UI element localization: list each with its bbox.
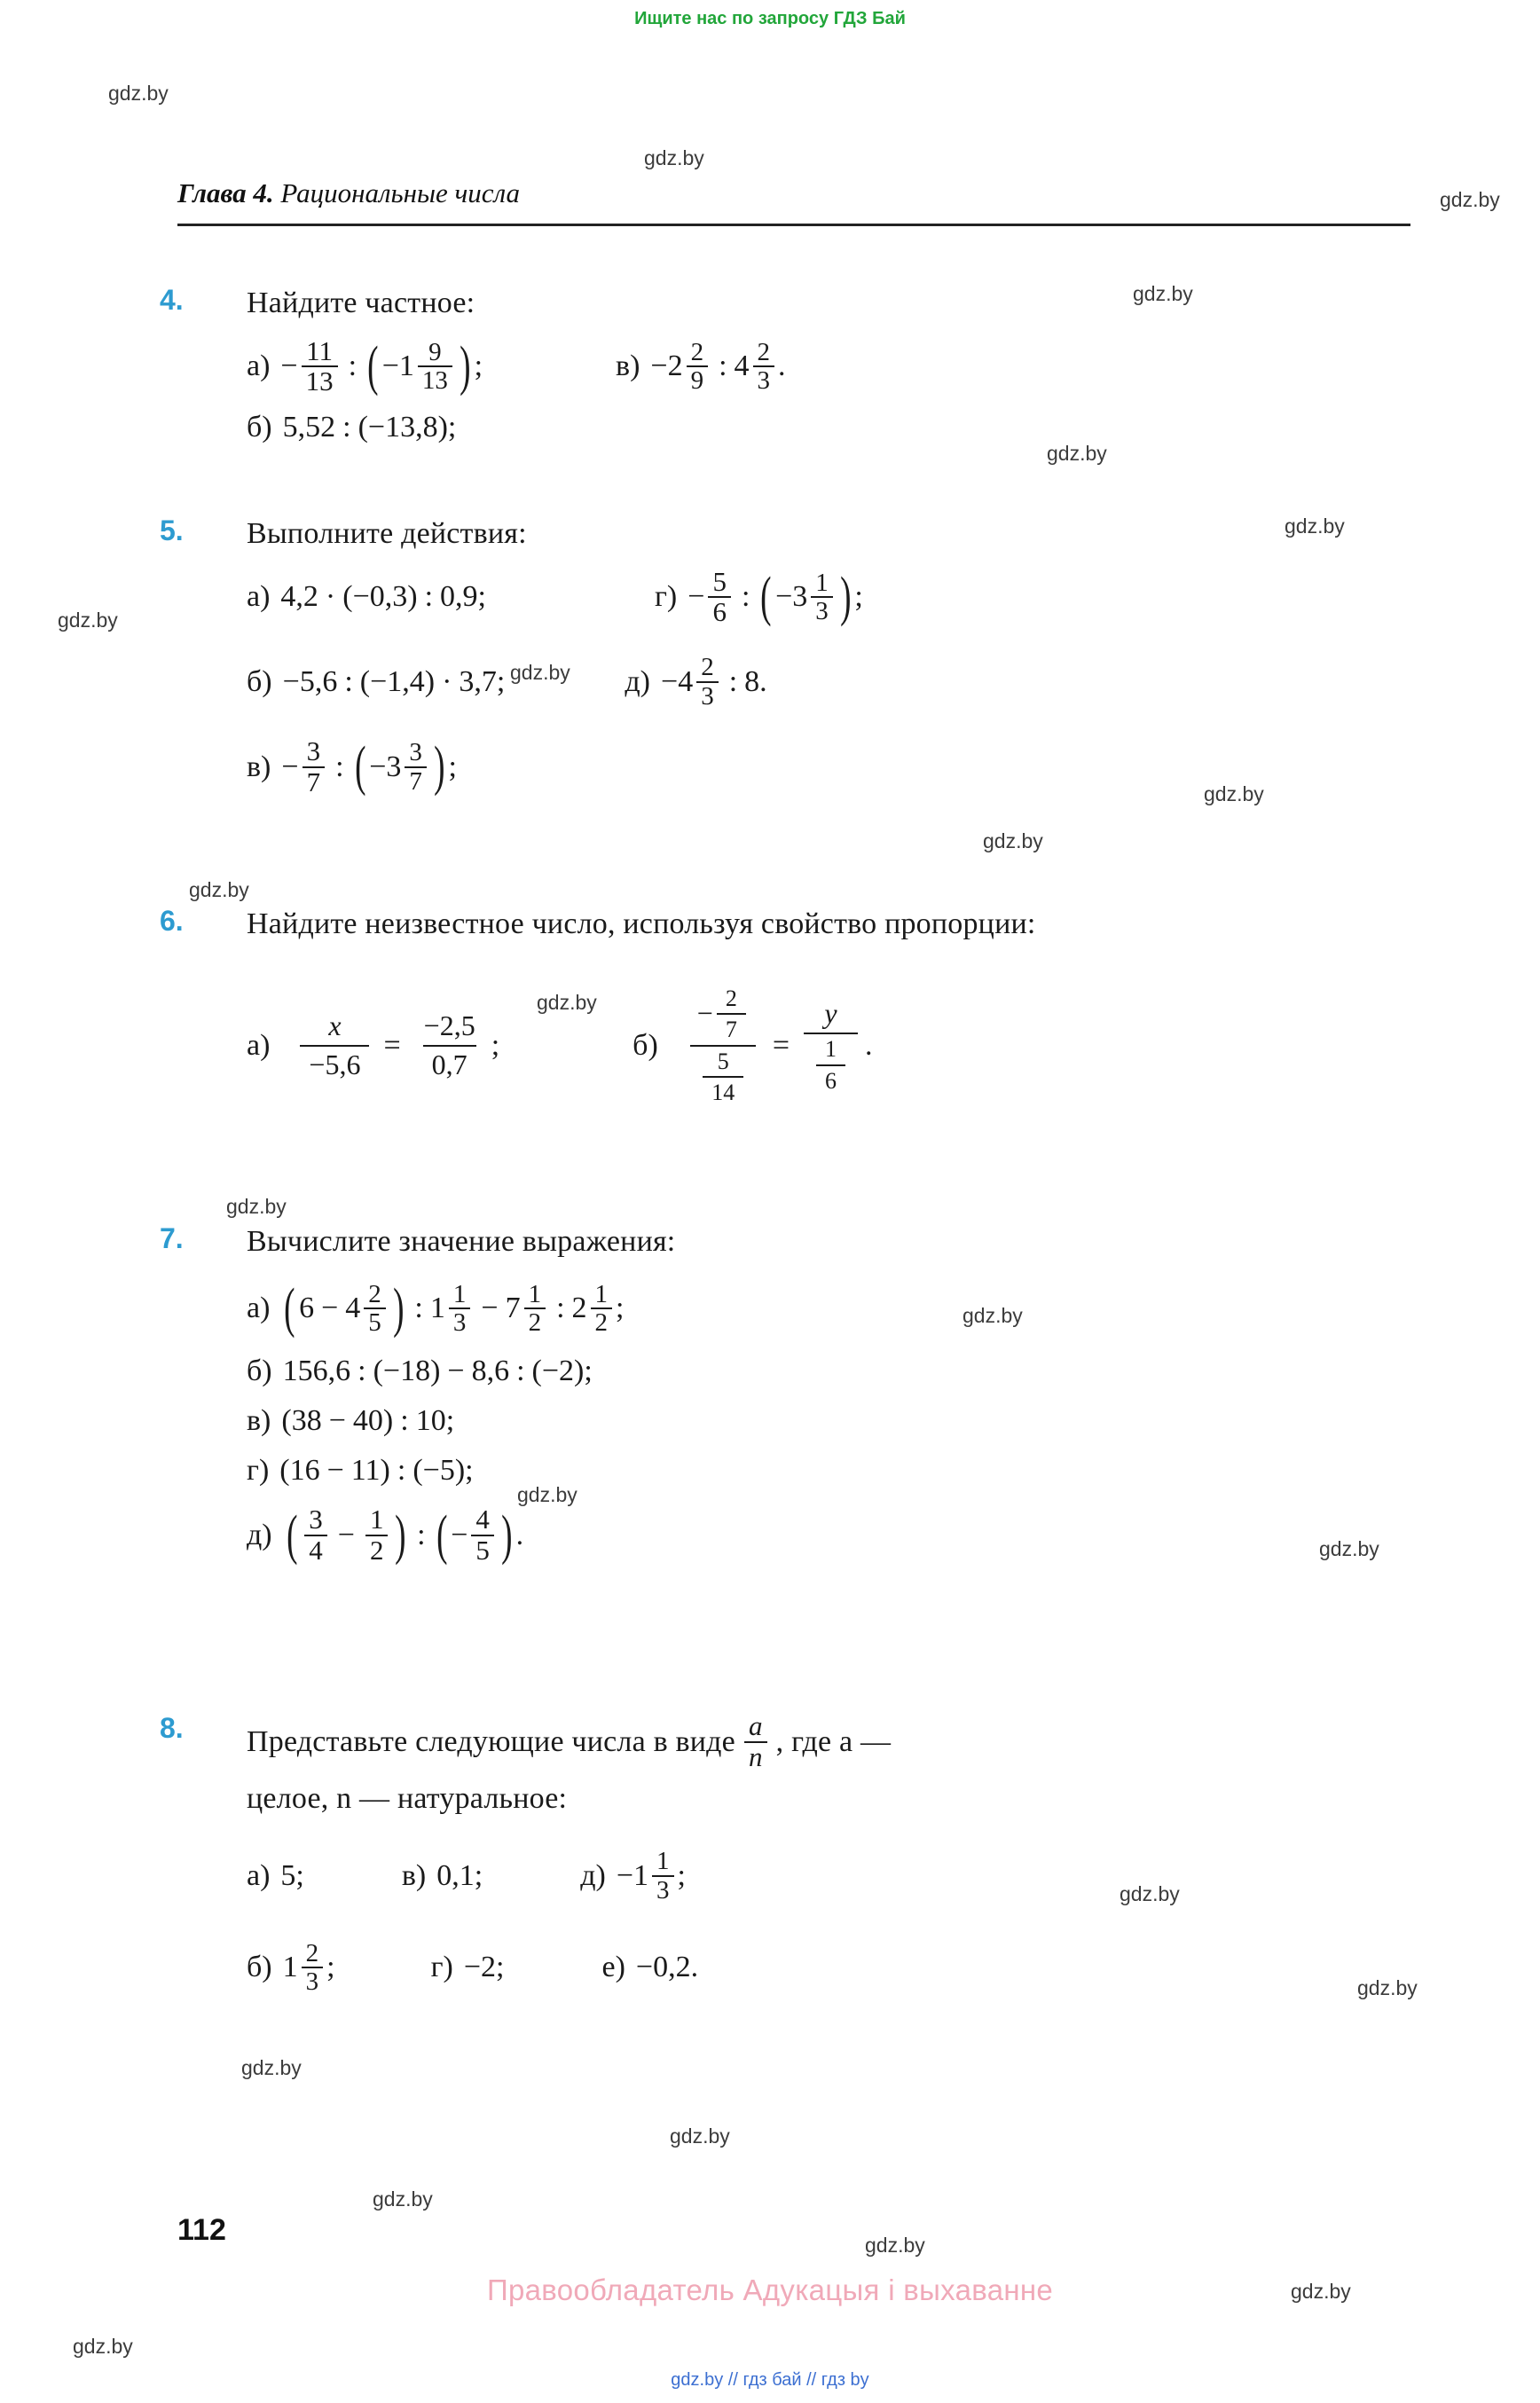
item-label: а) [247, 1028, 271, 1062]
item-value: −2; [463, 1951, 505, 1984]
watermark: gdz.by [373, 2187, 433, 2211]
item-label: в) [247, 1403, 271, 1437]
item-g [431, 1951, 505, 1984]
item-label: б) [247, 1354, 272, 1387]
fraction: $\frac{x}{-5,6}$ [300, 1010, 369, 1081]
exercise-items-row [247, 565, 1419, 628]
fraction: $\frac{2}{3}$ [696, 654, 719, 710]
exercise-stem: Вычислите значение выражения: [247, 1225, 676, 1258]
watermark: gdz.by [1120, 1882, 1180, 1905]
exercise-4 [160, 284, 1419, 444]
exercise-items-row [247, 986, 1419, 1105]
exercise-items-row [247, 334, 1419, 397]
watermark: gdz.by [644, 146, 704, 169]
watermark: gdz.by [108, 82, 169, 105]
item-v: в) ( 38 − 40 ) : 10 ; [247, 1403, 455, 1437]
watermark: gdz.by [1357, 1976, 1418, 1999]
exercise-stem: Найдите частное: [247, 287, 475, 319]
watermark: gdz.by [1319, 1537, 1379, 1560]
exercise-items-row-2 [247, 411, 1419, 444]
item-label: г) [430, 1951, 453, 1984]
exercise-7 [160, 1222, 1419, 1566]
exercise-stem-line2: целое, n — натуральное: [247, 1781, 568, 1815]
item-value: −0,2. [635, 1951, 699, 1984]
watermark: gdz.by [73, 2335, 133, 2358]
exercise-number: 7. [160, 1222, 184, 1254]
page-number: 112 [177, 2213, 226, 2247]
exercise-number: 8. [160, 1712, 184, 1744]
exercise-stem: Найдите неизвестное число, используя свойство пропорции: [247, 907, 1036, 940]
exercise-items-row-5 [247, 1505, 1419, 1566]
fraction: $\frac{1}{3}$ [449, 1281, 471, 1337]
parenthesized-expression: ( − 3 $\frac{3}{7}$ ) [354, 736, 445, 797]
parenthesized-expression: ( − 3 $\frac{1}{3}$ ) [760, 567, 852, 628]
exercise-items-row-2 [247, 654, 1419, 710]
watermark: gdz.by [241, 2056, 302, 2079]
exercise-items-row-3 [247, 734, 1419, 797]
exercise-items-row [247, 1277, 1419, 1339]
watermark: gdz.by [510, 661, 570, 684]
fraction: $\frac{4}{5}$ [471, 1505, 494, 1566]
exercise-stem: Выполните действия: [247, 517, 527, 550]
fraction: $\frac{11}{13}$ [302, 337, 338, 397]
item-label: б) [247, 1951, 272, 1984]
item-v: в) − 2 $\frac{2}{9}$ : 4 $\frac{2}{3}$ . [616, 337, 786, 396]
chapter-header [177, 177, 1410, 209]
complex-fraction: $\frac{y}{\frac{1}{6}}$ [804, 998, 858, 1093]
item-v: в) − $\frac{3}{7}$ : ( − 3 $\frac{3}{7}$ ) ; [247, 734, 457, 797]
watermark: gdz.by [962, 1304, 1023, 1327]
fraction: $\frac{3}{7}$ [302, 737, 326, 797]
exercise-items-row-2 [247, 1940, 1419, 1996]
exercise-6 [160, 905, 1419, 1105]
item-b: б) − 5,6 : (− 1,4 ) · 3,7 ; [247, 664, 506, 698]
watermark: gdz.by [537, 991, 597, 1014]
watermark: gdz.by [1204, 782, 1264, 805]
item-label: в) [247, 750, 271, 783]
fraction: $\frac{9}{13}$ [418, 339, 452, 395]
item-b: б) 1 $\frac{2}{3}$ ; [247, 1938, 335, 1997]
watermark: gdz.by [1285, 514, 1345, 538]
item-label: г) [654, 580, 678, 614]
item-label: а) [247, 349, 271, 383]
stem-part-2: , где a — [775, 1725, 892, 1759]
chapter-label: Глава 4. [177, 177, 274, 208]
parenthesized-expression: ( $\frac{3}{4}$ − $\frac{1}{2}$ ) [286, 1503, 406, 1566]
item-label: а) [247, 580, 271, 614]
fraction: $\frac{3}{7}$ [405, 739, 427, 795]
item-label: д) [580, 1858, 606, 1892]
item-label: б) [247, 664, 272, 698]
item-a: а) $\frac{x}{-5,6}$ = $\frac{-2,5}{0,7}$ ; [247, 1009, 500, 1080]
watermark: gdz.by [1440, 188, 1500, 211]
watermark: gdz.by [189, 878, 249, 901]
fraction: $\frac{1}{3}$ [811, 569, 833, 625]
exercise-number: 4. [160, 284, 184, 316]
fraction: $\frac{2}{9}$ [687, 339, 709, 395]
watermark: gdz.by [58, 609, 118, 632]
fraction: $\frac{1}{6}$ [816, 1037, 845, 1093]
watermark: gdz.by [670, 2124, 730, 2148]
complex-fraction: − $\frac{2}{7}$ $\frac{5}{14}$ [688, 986, 758, 1105]
fraction: $\frac{2}{3}$ [302, 1940, 324, 1996]
exercise-items-row [247, 1848, 1419, 1904]
copyright-notice: Правообладатель Адукацыя i выхаванне [486, 2273, 1054, 2306]
watermark: gdz.by [983, 829, 1043, 852]
item-g: г) − $\frac{5}{6}$ : ( − 3 $\frac{1}{3}$ ) ; [654, 565, 863, 628]
exercise-stem [247, 1712, 1419, 1772]
item-b: б) 5,52 : (− 13,8 ); [247, 411, 457, 444]
item-value: 5; [280, 1858, 304, 1892]
header-divider [177, 224, 1410, 226]
exercise-8 [160, 1712, 1419, 1996]
watermark: gdz.by [226, 1195, 287, 1218]
item-label: б) [632, 1028, 658, 1062]
item-v [402, 1859, 483, 1893]
fraction: $\frac{1}{2}$ [365, 1505, 389, 1566]
stem-part-1: Представьте следующие числа в виде [247, 1725, 735, 1759]
item-value: 0,1; [436, 1858, 483, 1892]
item-a [247, 1859, 304, 1893]
item-label: в) [401, 1858, 427, 1892]
item-label: д) [247, 1518, 272, 1551]
fraction: $\frac{1}{2}$ [591, 1281, 613, 1337]
fraction: $\frac{5}{6}$ [708, 568, 731, 628]
fraction: $\frac{1}{2}$ [524, 1281, 546, 1337]
watermark: gdz.by [517, 1483, 578, 1506]
item-label: б) [247, 411, 272, 444]
item-b: б) 156,6 : (− 18 ) − 8,6 : (− 2 ); [247, 1354, 593, 1387]
item-label: а) [247, 1292, 271, 1325]
fraction: $\frac{2}{3}$ [753, 339, 775, 395]
watermark: gdz.by [865, 2234, 925, 2257]
parenthesized-expression: ( 6 − 4 $\frac{2}{5}$ ) [284, 1277, 405, 1339]
watermark: gdz.by [1133, 282, 1193, 305]
exercise-5 [160, 514, 1419, 797]
item-label: г) [247, 1453, 270, 1487]
footer-links: gdz.by // гдз бай // гдз by [671, 2370, 869, 2390]
fraction-a-over-n: $\frac{a}{n}$ [744, 1712, 767, 1772]
item-a: а) − $\frac{11}{13}$ : ( − 1 $\frac{9}{13}$ ) ; [247, 334, 483, 397]
fraction: $\frac{-2,5}{0,7}$ [423, 1009, 475, 1080]
exercise-items-row-2 [247, 1355, 1419, 1388]
item-label: д) [625, 664, 650, 698]
item-b: б) − $\frac{2}{7}$ $\frac{5}{14}$ = $\frac{y}{\frac{1}{6}}$ . [632, 985, 873, 1106]
item-d: д) ( $\frac{3}{4}$ − $\frac{1}{2}$ ) : ( − $\frac{4}{5}$ ) . [247, 1503, 524, 1566]
chapter-title: Рациональные числа [280, 177, 520, 208]
fraction: $\frac{1}{3}$ [652, 1848, 674, 1904]
item-g: г) ( 16 − 11 ) : (− 5 ); [247, 1453, 474, 1487]
watermark: gdz.by [1047, 442, 1107, 465]
parenthesized-expression: ( − 1 $\frac{9}{13}$ ) [367, 336, 471, 397]
item-e [601, 1951, 698, 1984]
fraction: $\frac{2}{5}$ [364, 1281, 386, 1337]
fraction: $\frac{2}{7}$ [717, 986, 746, 1042]
top-banner: Ищите нас по запросу ГДЗ Бай [634, 9, 906, 28]
item-a: а) ( 6 − 4 $\frac{2}{5}$ ) : 1 $\frac{1}{3}$ − 7 $\frac{1}{2}$ : 2 $\frac{1}{2}$ ; [247, 1277, 625, 1339]
exercise-number: 5. [160, 514, 184, 546]
item-label: в) [616, 349, 640, 383]
item-d: д) − 4 $\frac{2}{3}$ : 8 . [625, 653, 767, 711]
fraction: $\frac{3}{4}$ [304, 1505, 327, 1566]
item-label: а) [247, 1858, 271, 1892]
fraction: $\frac{5}{14}$ [703, 1049, 743, 1105]
exercise-items-row-3 [247, 1404, 1419, 1438]
parenthesized-expression: ( − $\frac{4}{5}$ ) [436, 1503, 513, 1566]
item-label: е) [601, 1951, 625, 1984]
exercise-items-row-4 [247, 1454, 1419, 1488]
item-d: д) − 1 $\frac{1}{3}$ ; [580, 1847, 686, 1904]
exercise-number: 6. [160, 905, 184, 937]
watermark: gdz.by [1291, 2280, 1351, 2303]
item-a: а) 4,2 · (− 0,3 ) : 0,9 ; [247, 580, 486, 614]
